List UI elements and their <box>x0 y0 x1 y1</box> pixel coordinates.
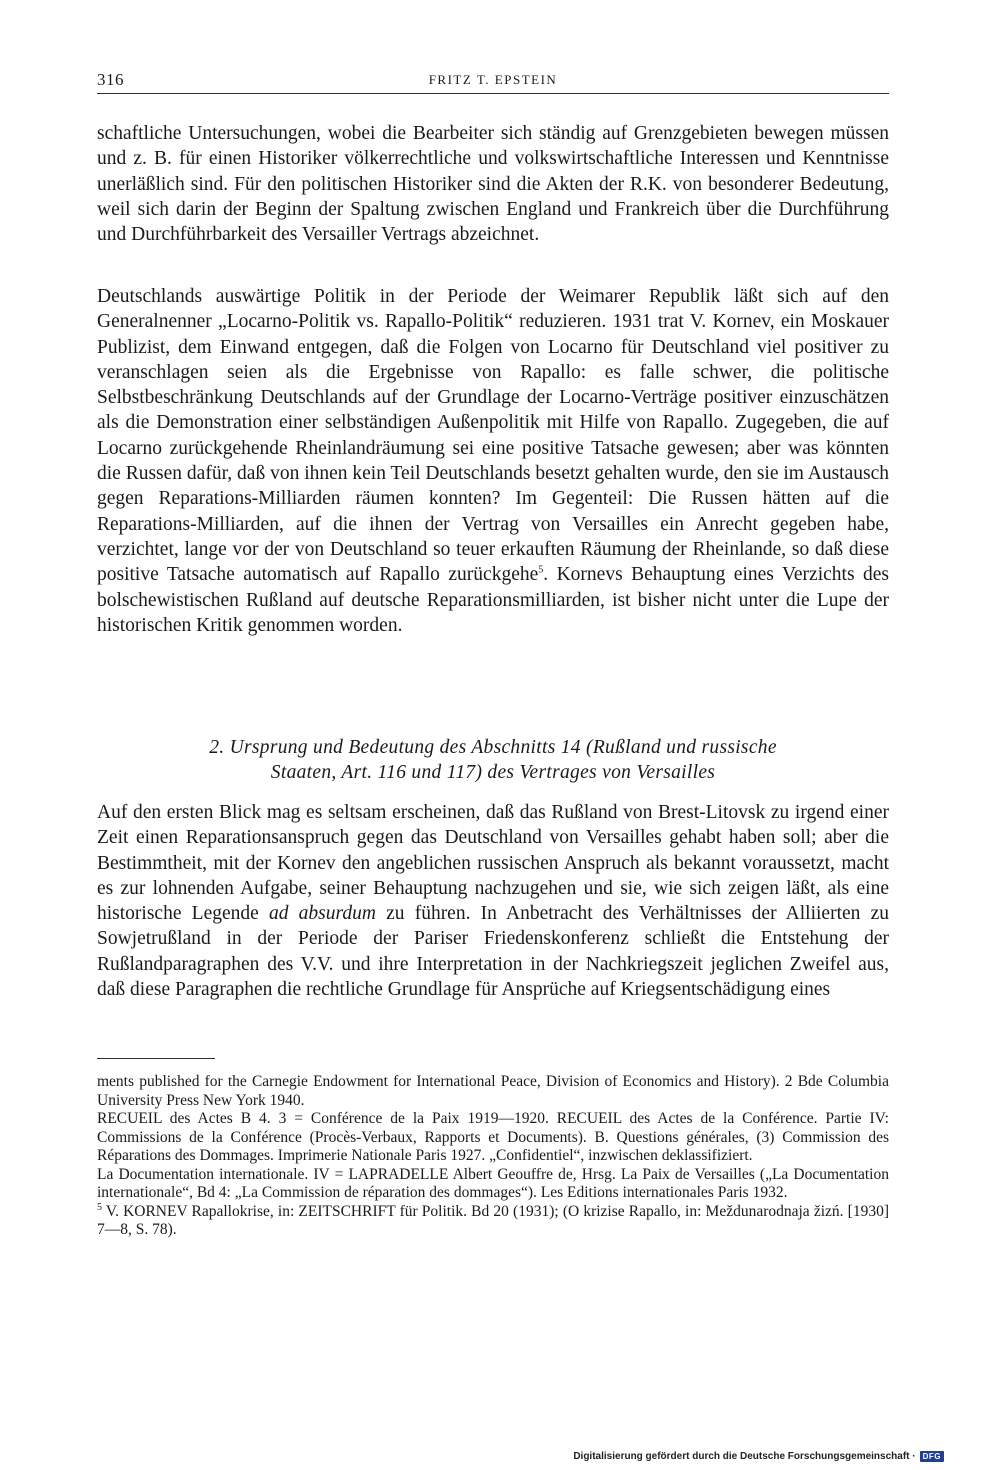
footnote-recueil: RECUEIL des Actes B 4. 3 = Conférence de la Paix 1919—1920. RECUEIL des Actes de la Conférence. Partie IV: Commissions de la Conférence (Procès-Verbaux, Rapports et Documents). B. Questions générales, (3) Commission des Réparations des Dommages. Imprimerie Nationale Paris 1927. „Confidentiel“, inzwischen deklassifiziert. <box>97 1110 889 1164</box>
paragraph-3-content <box>97 800 889 1002</box>
footnote-5-marker: 5 <box>97 1201 102 1213</box>
paragraph-2 <box>97 284 889 638</box>
footnote-documentation: La Documentation internationale. IV = LAPRADELLE Albert Geouffre de, Hrsg. La Paix de Versailles („La Documentation internationale“, Bd 4: „La Commission de réparation des dommages“). Les Editions internationales Paris 1932. <box>97 1165 889 1201</box>
footnotes <box>97 1073 889 1240</box>
paragraph-3-text-b: zu führen. In Anbetracht des Verhältnisses der Alliierten zu Sowjetrußland in der Periode der Pariser Friedenskonferenz schließt die Entstehung der Rußlandparagraphen des V.V. und ihre Interpretation in der Nachkriegszeit jeglichen Zweifel aus, daß diese Paragraphen die rechtliche Grundlage für Ansprüche auf Kriegsentschädigung eines <box>97 903 889 1001</box>
paragraph-2-text: Deutschlands auswärtige Politik in der Periode der Weimarer Republik läßt sich auf den Generalnenner „Locarno-Politik vs. Rapallo-Politik“ reduzieren. 1931 trat V. Kornev, ein Moskauer Publizist, dem Einwand entgegen, daß die Folgen von Locarno für Deutschland viel positiver zu veranschlagen seien als die Ergebnisse von Rapallo: es falle schwer, die politische Selbstbeschränkung Deutschlands auf der Grundlage der Locarno-Verträge positiver einzuschätzen als die Demonstration einer selbständigen Außenpolitik mit Hilfe von Rapallo. Zugegeben, die auf Locarno zurückgehende Rheinlandräumung sei eine positive Tatsache gewesen; aber was könnten die Russen dafür, daß von ihnen kein Teil Deutschlands besetzt gehalten wurde, den sie im Austausch gegen Reparations-Milliarden räumen konnten? Im Gegenteil: Die Russen hätten auf die Reparations-Milliarden, auf die ihnen der Vertrag von Versailles ein Anrecht gegeben habe, verzichtet, lange vor der von Deutschland so teuer erkauften Räumung der Rheinlande, so daß diese positive Tatsache automatisch auf Rapallo zurückgehe <box>97 286 889 586</box>
paragraph-2-tail: . Kornevs Behauptung eines Verzichts des bolschewistischen Rußland auf deutsche Reparationsmilliarden, ist bisher nicht unter die Lupe der historischen Kritik genommen worden. <box>97 564 889 636</box>
section-heading-line-1: 2. Ursprung und Bedeutung des Abschnitts 14 (Rußland und russische <box>209 737 777 758</box>
page-number: 316 <box>97 70 124 89</box>
credit-text: Digitalisierung gefördert durch die Deutsche Forschungsgemeinschaft · <box>573 1451 916 1462</box>
section-heading-line-2: Staaten, Art. 116 und 117) des Vertrages von Versailles <box>270 762 716 783</box>
footnote-continuation: ments published for the Carnegie Endowment for International Peace, Division of Economics and History). 2 Bde Columbia University Press New York 1940. <box>97 1073 889 1109</box>
dfg-logo-icon: DFG <box>920 1451 944 1462</box>
digitization-credit <box>573 1451 944 1462</box>
footnote-ref-5[interactable]: 5 <box>538 564 544 576</box>
paragraph-1-text: schaftliche Untersuchungen, wobei die Bearbeiter sich ständig auf Grenzgebieten bewegen müssen und z. B. für einen Historiker völkerrechtliche und volkswirtschaftliche Interessen und Kenntnisse unerläßlich sind. Für den politischen Historiker sind die Akten der R.K. von besonderer Bedeutung, weil sich darin der Beginn der Spaltung zwischen England und Frankreich über die Durchführung und Durchführbarkeit des Versailler Vertrags abzeichnet. <box>97 123 889 246</box>
paragraph-2-content <box>97 284 889 638</box>
section-heading <box>97 735 889 785</box>
running-head: FRITZ T. EPSTEIN <box>428 72 558 87</box>
header-rule <box>97 93 889 94</box>
paragraph-3-text-a: Auf den ersten Blick mag es seltsam erscheinen, daß das Rußland von Brest-Litovsk zu irgend einer Zeit einen Reparationsanspruch gegen das Deutschland von Versailles gehabt haben soll; aber die Bestimmtheit, mit der Kornev den angeblichen russischen Anspruch als bekannt voraussetzt, macht es zur lohnenden Aufgabe, seiner Behauptung nachzugehen und sie, wie sich zeigen läßt, als eine historische Legende <box>97 802 889 925</box>
footnote-5 <box>97 1203 889 1240</box>
paragraph-3-italic: ad absurdum <box>268 903 376 925</box>
footnote-5-text: V. KORNEV Rapallokrise, in: ZEITSCHRIFT für Politik. Bd 20 (1931); (O krizise Rapallo, in: Meždunarodnaja žizń. [1930] 7—8, S. 78). <box>97 1202 889 1238</box>
footnote-rule <box>97 1058 215 1059</box>
paragraph-1 <box>97 121 889 247</box>
paragraph-3 <box>97 800 889 1002</box>
